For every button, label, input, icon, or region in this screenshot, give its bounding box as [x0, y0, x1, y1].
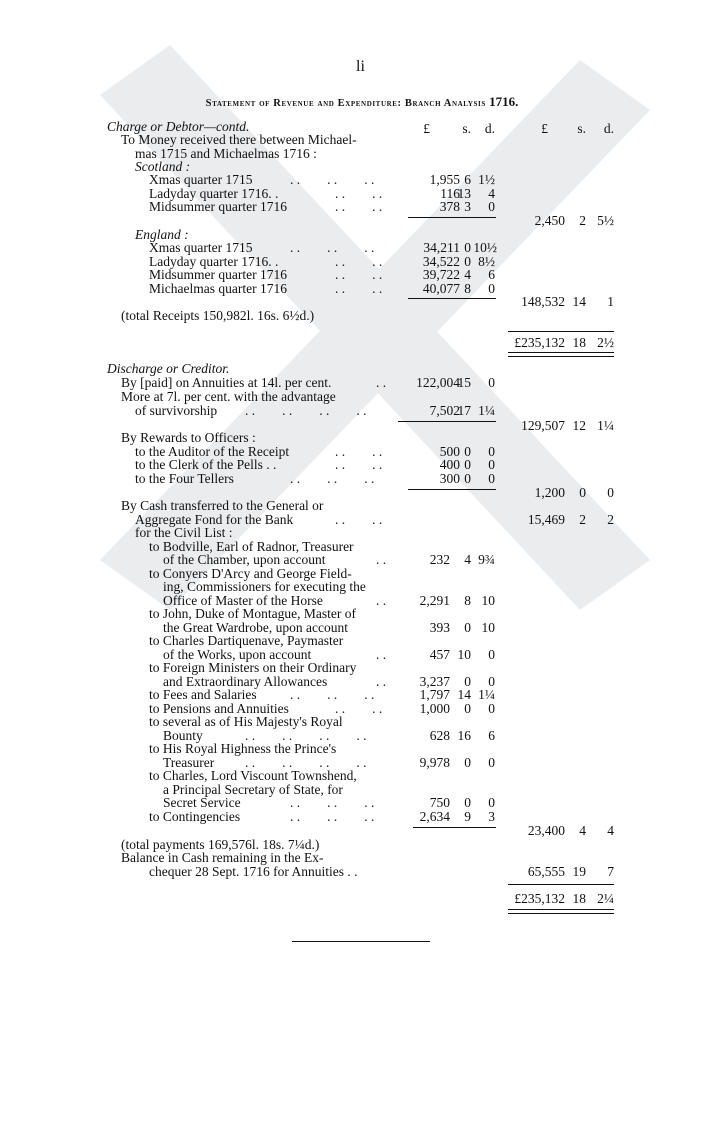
leader-dots: . . [376, 647, 387, 662]
amount-pence: 10 [481, 593, 495, 608]
amount-shillings: 6 [464, 172, 471, 187]
leader-dots: . . . . [335, 267, 383, 282]
annuity-total-pounds: 129,507 [521, 418, 565, 433]
cash-label-2: Aggregate Fond for the Bank [135, 512, 294, 527]
amount-pounds: 300 [439, 471, 460, 486]
amount-shillings: 17 [457, 403, 471, 418]
amount-pounds: 400 [439, 457, 460, 472]
england-label: England : [135, 227, 189, 242]
rewards-total-shillings: 0 [579, 485, 586, 500]
amount-pence: 3 [488, 809, 495, 824]
leader-dots: . . . . . . [290, 471, 375, 486]
amount-pence: 0 [488, 701, 495, 716]
amount-pence: 10½ [473, 240, 497, 255]
england-total-shillings: 14 [572, 294, 586, 309]
amount-pounds: 9,978 [419, 755, 450, 770]
annuity-total-pence: 1¼ [597, 418, 614, 433]
amount-shillings: 8 [464, 281, 471, 296]
double-rule [508, 352, 614, 357]
rewards-total-pounds: 1,200 [534, 485, 565, 500]
discharge-title: Discharge or Creditor. [107, 361, 230, 376]
amount-pence: 0 [488, 471, 495, 486]
amount-pence: 0 [488, 281, 495, 296]
amount-shillings: 0 [464, 795, 471, 810]
amount-pounds: 2,291 [419, 593, 450, 608]
amount-pounds: 378 [439, 199, 460, 214]
heading-text: Statement of Revenue and Expenditure: Branch Analysis [205, 98, 486, 109]
amount-pounds: 7,502 [429, 403, 460, 418]
civil-item-text: and Extraordinary Allowances [163, 674, 328, 689]
annuity2-survivorship: of survivorship [135, 403, 218, 418]
amount-shillings: 0 [464, 755, 471, 770]
civil-item-text: to Contingencies [149, 809, 241, 824]
amount-pence: 0 [488, 755, 495, 770]
civil-item-text: ing, Commissioners for executing the [163, 579, 366, 594]
amount-pence: 1¼ [478, 687, 495, 702]
civil-item-text: to Charles, Lord Viscount Townshend, [149, 768, 357, 783]
amount-pence: 0 [488, 674, 495, 689]
civil-item-text: to Fees and Salaries [149, 687, 257, 702]
amount-pounds: 393 [429, 620, 450, 635]
amount-pence: 8½ [478, 254, 495, 269]
amount-pounds: 750 [429, 795, 450, 810]
amount-pence: 1¼ [478, 403, 495, 418]
charge-title: Charge or Debtor—contd. [107, 119, 250, 134]
civil-item-text: Secret Service [163, 795, 241, 810]
leader-dots: . . . . [335, 186, 383, 201]
discharge-grand-total-shillings: 18 [572, 891, 586, 906]
civil-item-text: to Bodville, Earl of Radnor, Treasurer [149, 539, 354, 554]
balance-pence: 7 [607, 864, 614, 879]
amount-pounds: 39,722 [422, 267, 460, 282]
scotland-row-label: Xmas quarter 1715 [149, 172, 253, 187]
scotland-row-label: Midsummer quarter 1716 [149, 199, 287, 214]
amount-pounds: 3,237 [419, 674, 450, 689]
amount-pence: 0 [488, 444, 495, 459]
charge-grand-total-pence: 2½ [597, 335, 614, 350]
amount-pence: 0 [488, 199, 495, 214]
england-row-label: Ladyday quarter 1716. . [149, 254, 279, 269]
leader-dots: . . . . . . [290, 240, 375, 255]
leader-dots: . . [376, 593, 387, 608]
end-rule [292, 941, 430, 942]
scotland-total-shillings: 2 [579, 213, 586, 228]
amount-shillings: 0 [464, 444, 471, 459]
heading-year: 1716. [489, 94, 519, 109]
amount-shillings: 10 [457, 647, 471, 662]
amount-pence: 0 [488, 647, 495, 662]
cash-total-shillings: 2 [579, 512, 586, 527]
balance-label-2: chequer 28 Sept. 1716 for Annuities . . [149, 864, 358, 879]
amount-shillings: 0 [464, 471, 471, 486]
civil-list-label: for the Civil List : [135, 525, 233, 540]
leader-dots: . . . . [335, 281, 383, 296]
amount-shillings: 0 [464, 674, 471, 689]
amount-pounds: 34,211 [423, 240, 460, 255]
amount-pounds: 34,522 [422, 254, 460, 269]
leader-dots: . . . . . . [290, 172, 375, 187]
civil-item-text: to His Royal Highness the Prince's [149, 741, 337, 756]
rewards-total-pence: 0 [607, 485, 614, 500]
receipts-note: (total Receipts 150,982l. 16s. 6½d.) [121, 308, 315, 323]
amount-pence: 9¾ [478, 552, 495, 567]
col-pounds2: £ [541, 121, 548, 136]
double-rule [508, 909, 614, 914]
civil-item-text: to Charles Dartiquenave, Paymaster [149, 633, 344, 648]
amount-shillings: 0 [464, 240, 471, 255]
leader-dots: . . . . [335, 457, 383, 472]
civil-total-pounds: 23,400 [527, 823, 565, 838]
amount-pounds: 122,004 [416, 375, 460, 390]
amount-shillings: 9 [464, 809, 471, 824]
scotland-total-pounds: 2,450 [534, 213, 565, 228]
scotland-total-pence: 5½ [597, 213, 614, 228]
civil-item-text: Treasurer [163, 755, 215, 770]
amount-pounds: 1,000 [419, 701, 450, 716]
subtotal-rule [408, 298, 496, 299]
england-row-label: Midsummer quarter 1716 [149, 267, 287, 282]
amount-pounds: 500 [439, 444, 460, 459]
amount-shillings: 4 [464, 552, 471, 567]
col-shillings2: s. [577, 121, 586, 136]
leader-dots: . . . . [335, 444, 383, 459]
amount-pence: 4 [488, 186, 495, 201]
col-pence2: d. [603, 121, 614, 136]
leader-dots: . . [376, 552, 387, 567]
subtotal-rule [408, 489, 496, 490]
annuity-total-shillings: 12 [572, 418, 586, 433]
amount-shillings: 0 [464, 620, 471, 635]
civil-item-text: a Principal Secretary of State, for [163, 782, 343, 797]
leader-dots: . . . . [335, 512, 383, 527]
subtotal-rule [408, 217, 496, 218]
civil-item-text: Bounty [163, 728, 203, 743]
amount-shillings: 15 [457, 375, 471, 390]
leader-dots: . . . . . . . . [245, 728, 367, 743]
amount-shillings: 13 [457, 186, 471, 201]
charge-grand-total-pounds: £235,132 [514, 335, 565, 350]
leader-dots: . . . . . . . . [245, 755, 367, 770]
page-number: li [356, 58, 365, 75]
balance-label-1: Balance in Cash remaining in the Ex- [121, 850, 324, 865]
col-pounds: £ [423, 121, 430, 136]
cash-total-pounds: 15,469 [527, 512, 565, 527]
reward-row-label: to the Auditor of the Receipt [135, 444, 290, 459]
civil-item-text: Office of Master of the Horse [163, 593, 323, 608]
civil-item-text: to John, Duke of Montague, Master of [149, 606, 356, 621]
scotland-row-label: Ladyday quarter 1716. . [149, 186, 279, 201]
amount-shillings: 3 [464, 199, 471, 214]
england-total-pence: 1 [607, 294, 614, 309]
discharge-grand-total-pence: 2¼ [597, 891, 614, 906]
page-heading [132, 94, 592, 110]
amount-shillings: 16 [457, 728, 471, 743]
annuity1-label: By [paid] on Annuities at 14l. per cent. [121, 375, 332, 390]
amount-pounds: 1,797 [419, 687, 450, 702]
charge-intro-2: mas 1715 and Michaelmas 1716 : [135, 146, 317, 161]
england-row-label: Xmas quarter 1715 [149, 240, 253, 255]
annuity2-label: More at 7l. per cent. with the advantage [121, 389, 336, 404]
charge-intro-1: To Money received there between Michael- [121, 132, 357, 147]
leader-dots: . . . . . . [290, 809, 375, 824]
balance-pounds: 65,555 [527, 864, 565, 879]
amount-shillings: 0 [464, 254, 471, 269]
civil-item-text: to several as of His Majesty's Royal [149, 714, 343, 729]
amount-pence: 0 [488, 375, 495, 390]
civil-item-text: the Great Wardrobe, upon account [163, 620, 348, 635]
england-row-label: Michaelmas quarter 1716 [149, 281, 287, 296]
leader-dots: . . . . . . [290, 687, 375, 702]
discharge-grand-total-pounds: £235,132 [514, 891, 565, 906]
subtotal-rule [398, 421, 496, 422]
amount-pounds: 2,634 [419, 809, 450, 824]
amount-pounds: 232 [429, 552, 450, 567]
total-rule [508, 331, 614, 332]
england-total-pounds: 148,532 [521, 294, 565, 309]
rewards-label: By Rewards to Officers : [121, 430, 256, 445]
amount-shillings: 0 [464, 457, 471, 472]
amount-pence: 10 [481, 620, 495, 635]
civil-item-text: to Pensions and Annuities [149, 701, 289, 716]
amount-pounds: 116 [440, 186, 460, 201]
amount-pence: 0 [488, 457, 495, 472]
amount-shillings: 14 [457, 687, 471, 702]
charge-grand-total-shillings: 18 [572, 335, 586, 350]
leader-dots: . . . . [335, 701, 383, 716]
leader-dots: . . [376, 375, 387, 390]
reward-row-label: to the Four Tellers [135, 471, 234, 486]
payments-note: (total payments 169,576l. 18s. 7¼d.) [121, 837, 320, 852]
civil-item-text: of the Works, upon account [163, 647, 312, 662]
civil-item-text: to Conyers D'Arcy and George Field- [149, 566, 352, 581]
leader-dots: . . . . . . . . [245, 403, 367, 418]
amount-pounds: 1,955 [429, 172, 460, 187]
col-shillings: s. [462, 121, 471, 136]
leader-dots: . . . . [335, 254, 383, 269]
cash-label-1: By Cash transferred to the General or [121, 498, 324, 513]
leader-dots: . . [376, 674, 387, 689]
amount-shillings: 8 [464, 593, 471, 608]
subtotal-rule [413, 827, 496, 828]
civil-total-pence: 4 [607, 823, 614, 838]
amount-pounds: 457 [429, 647, 450, 662]
reward-row-label: to the Clerk of the Pells . . [135, 457, 277, 472]
amount-pence: 6 [488, 728, 495, 743]
col-pence: d. [484, 121, 495, 136]
leader-dots: . . . . . . [290, 795, 375, 810]
scotland-label: Scotland : [135, 159, 191, 174]
total-rule [508, 884, 614, 885]
amount-pence: 6 [488, 267, 495, 282]
civil-item-text: to Foreign Ministers on their Ordinary [149, 660, 357, 675]
leader-dots: . . . . [335, 199, 383, 214]
amount-shillings: 4 [464, 267, 471, 282]
amount-pence: 0 [488, 795, 495, 810]
amount-shillings: 0 [464, 701, 471, 716]
amount-pence: 1½ [478, 172, 495, 187]
civil-item-text: of the Chamber, upon account [163, 552, 326, 567]
amount-pounds: 40,077 [422, 281, 460, 296]
civil-total-shillings: 4 [579, 823, 586, 838]
amount-pounds: 628 [429, 728, 450, 743]
cash-total-pence: 2 [607, 512, 614, 527]
balance-shillings: 19 [572, 864, 586, 879]
